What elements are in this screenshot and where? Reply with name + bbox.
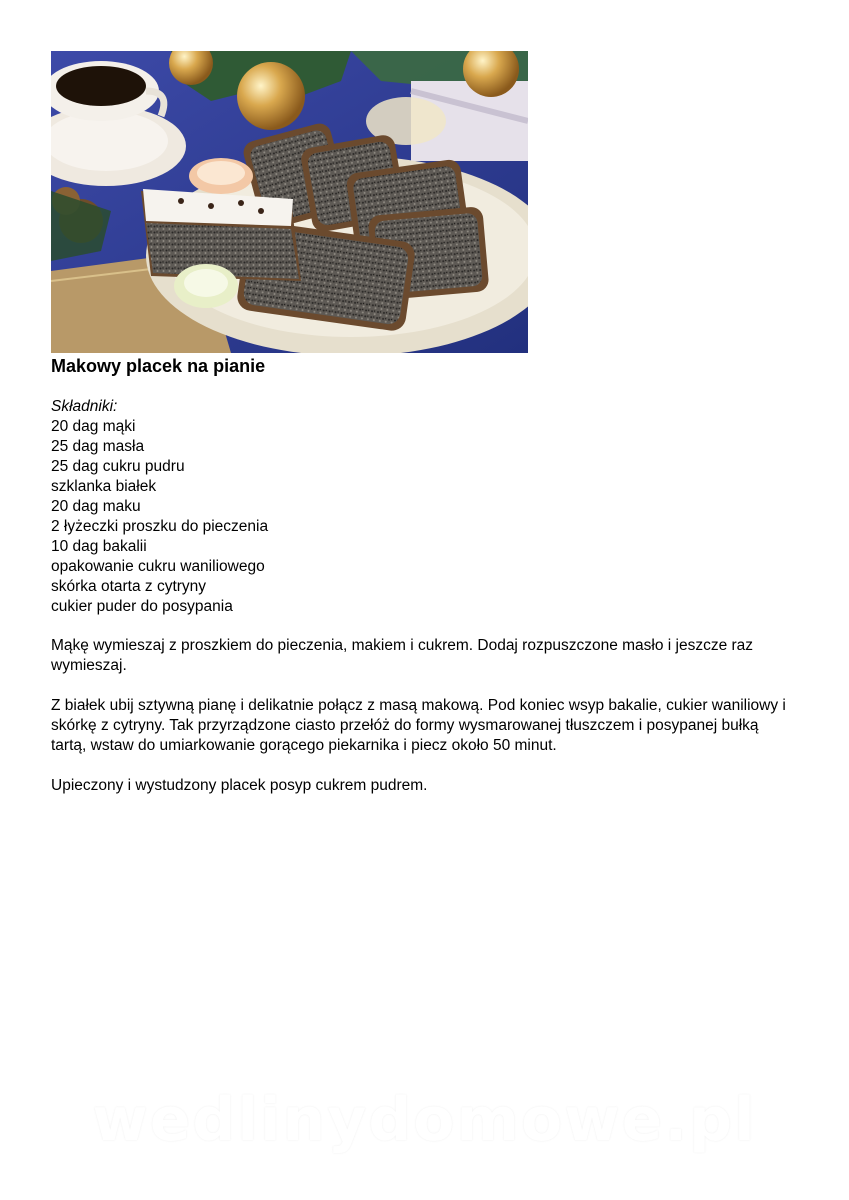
preparation-steps	[51, 636, 796, 816]
ingredients-label: Składniki:	[51, 398, 118, 415]
recipe-photo	[51, 51, 528, 353]
step-paragraph: Mąkę wymieszaj z proszkiem do pieczenia, makiem i cukrem. Dodaj rozpuszczone masło i jeszcze raz wymieszaj.	[51, 637, 754, 674]
page-title: Makowy placek na pianie	[51, 356, 266, 376]
ingredient-item: 20 dag mąki	[51, 418, 136, 435]
ingredient-item: 25 dag masła	[51, 438, 145, 455]
ingredient-item: 2 łyżeczki proszku do pieczenia	[51, 518, 269, 535]
ingredient-item: 10 dag bakalii	[51, 538, 147, 555]
ingredients-list	[51, 417, 268, 617]
watermark: wedlinydomowe.pl	[92, 1085, 757, 1155]
step-paragraph: Upieczony i wystudzony placek posyp cukrem pudrem.	[51, 777, 428, 794]
ingredients-section	[51, 397, 268, 617]
ingredient-item: opakowanie cukru waniliowego	[51, 558, 265, 575]
ingredient-item: 25 dag cukru pudru	[51, 458, 185, 475]
ingredient-item: szklanka białek	[51, 478, 157, 495]
ingredient-item: cukier puder do posypania	[51, 598, 233, 615]
ingredient-item: skórka otarta z cytryny	[51, 578, 207, 595]
ingredient-item: 20 dag maku	[51, 498, 141, 515]
step-paragraph: Z białek ubij sztywną pianę i delikatnie połącz z masą makową. Pod koniec wsyp bakalie, cukier waniliowy i skórkę z cytryny. Tak przyrządzone ciasto przełóż do formy wysmarowanej tłuszczem i posypanej bułką tartą, wstaw do umiarkowanie gorącego piekarnika i piecz około 50 minut.	[51, 697, 786, 754]
poppy-seed-cake-photo-icon	[51, 51, 528, 353]
